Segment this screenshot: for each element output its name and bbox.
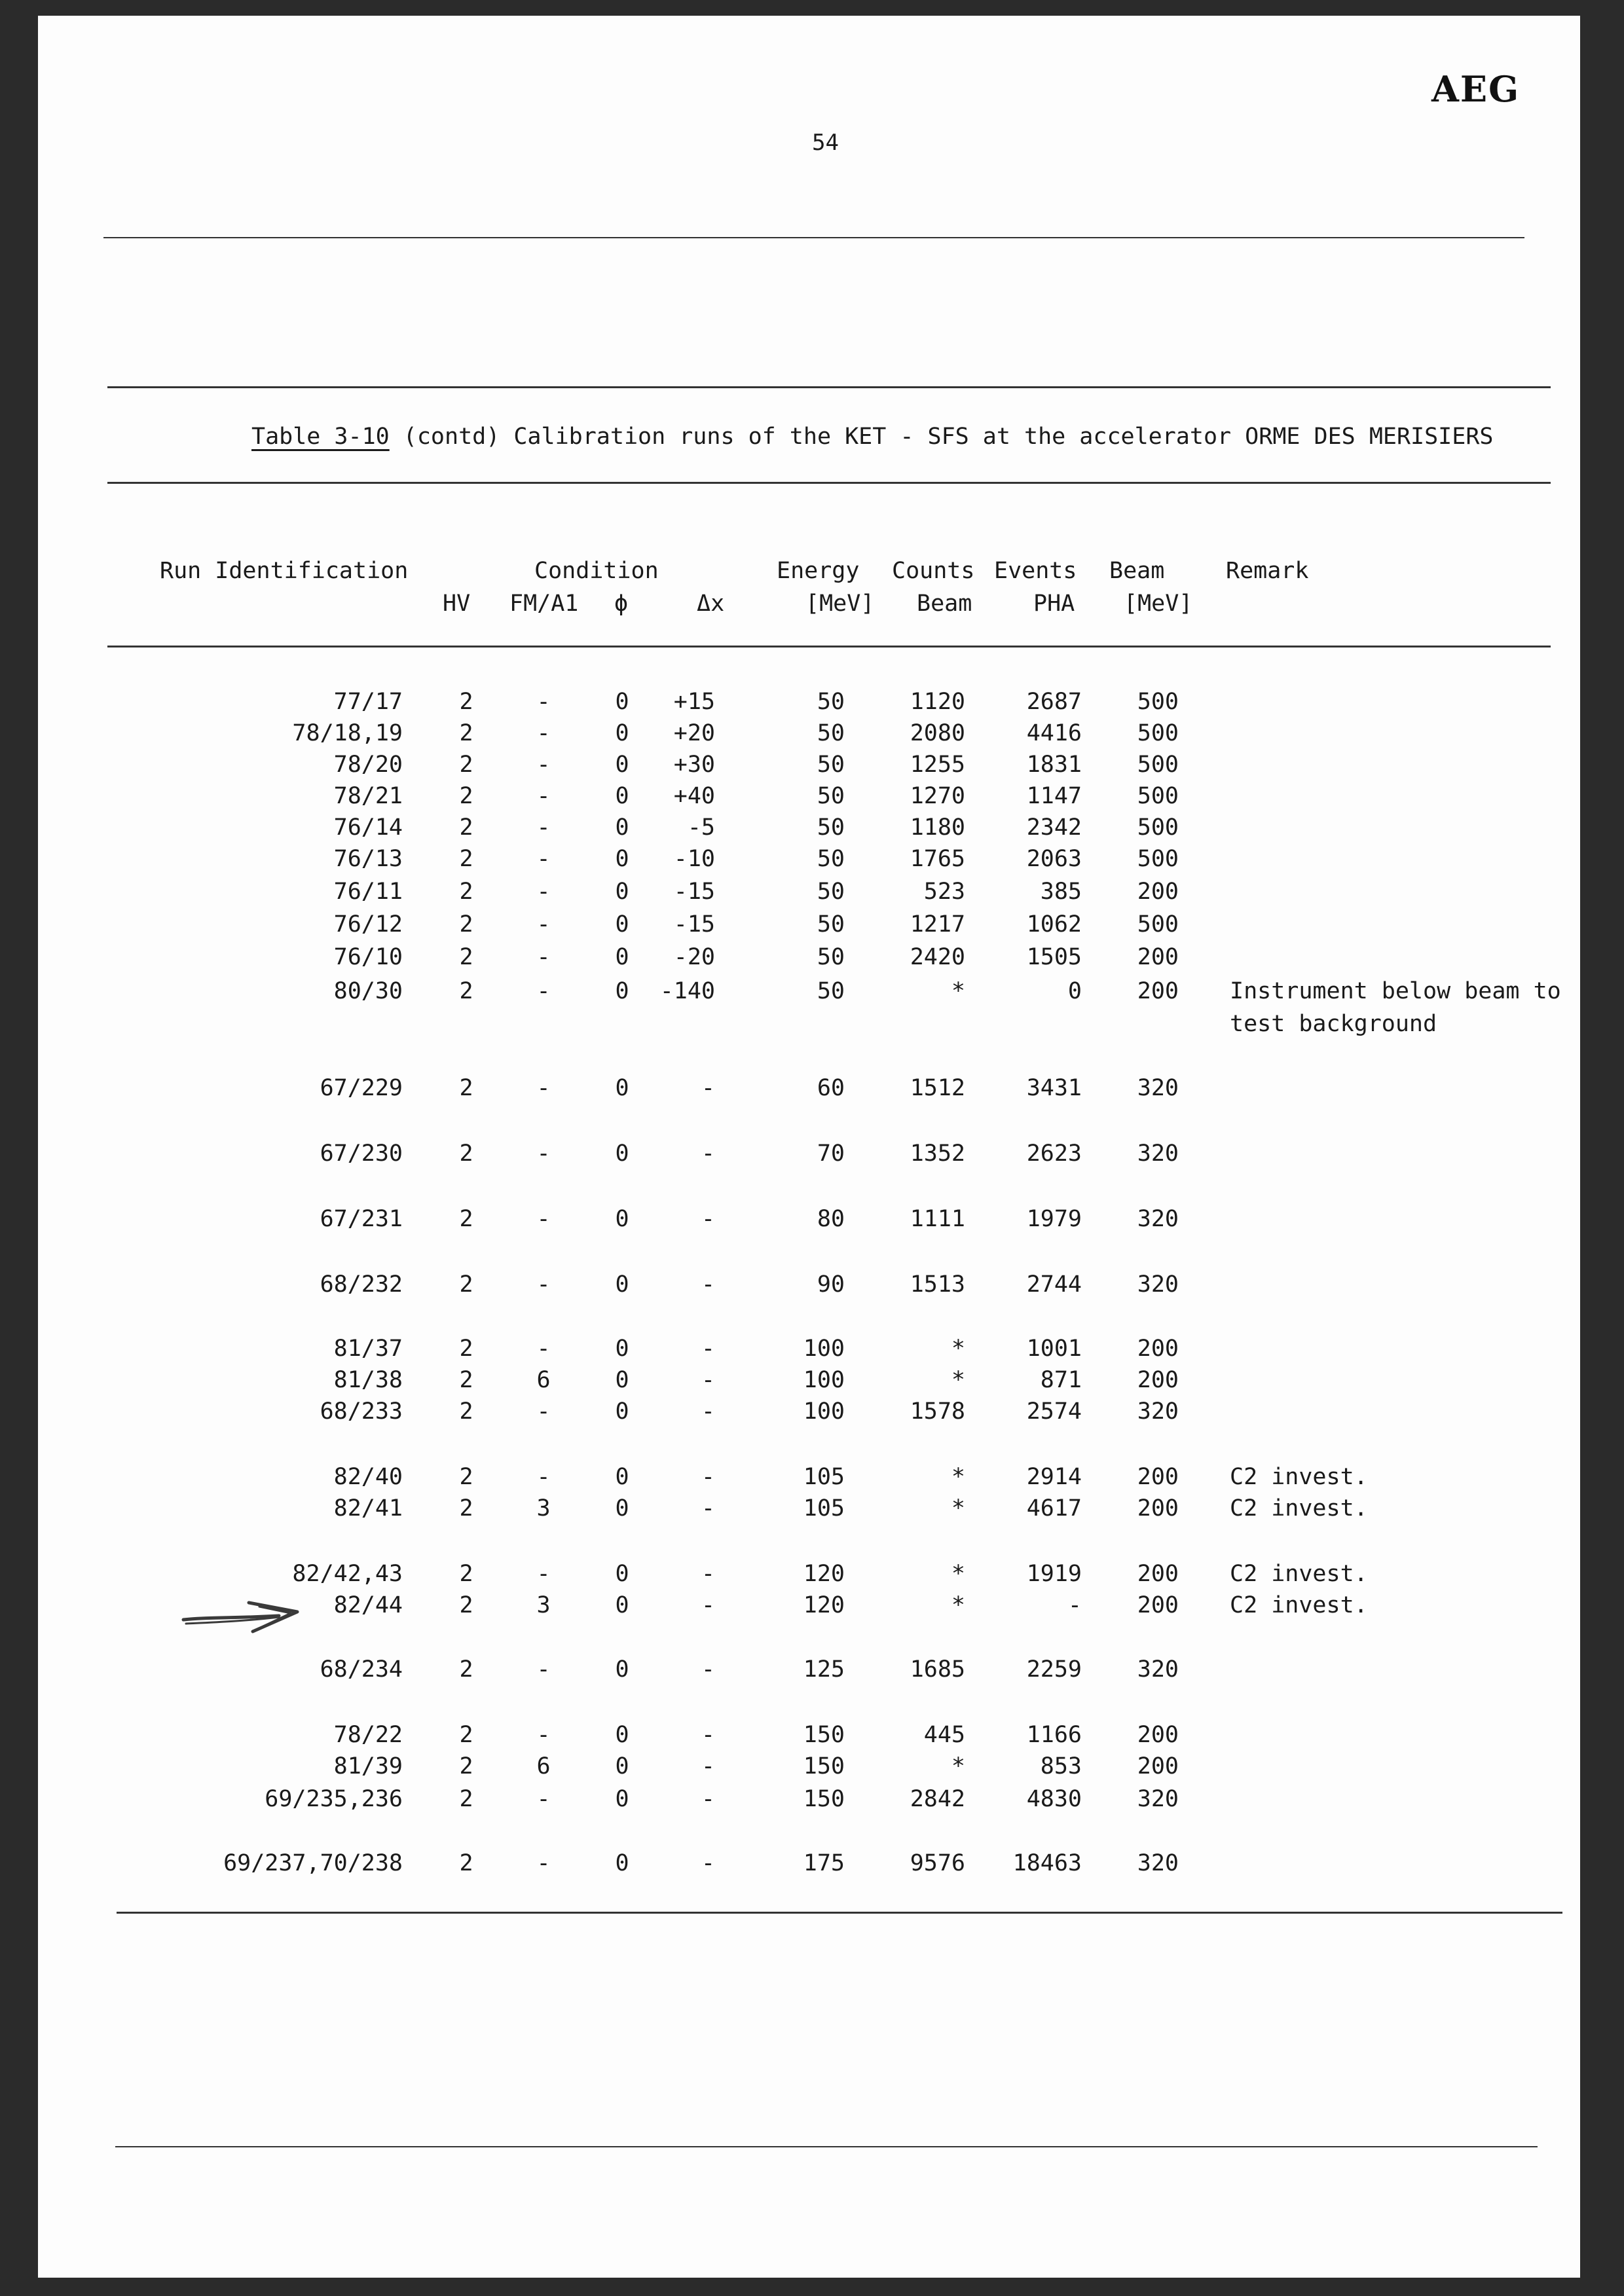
- cell-run-id: 82/44: [333, 1592, 403, 1618]
- cell-delta-x: -: [701, 1271, 715, 1298]
- table-row: [0, 1336, 1624, 1367]
- cell-run-id: 80/30: [333, 978, 403, 1004]
- cell-remark: C2 invest.: [1230, 1464, 1368, 1490]
- cell-hv: 2: [459, 783, 473, 809]
- cell-run-id: 82/41: [333, 1495, 403, 1522]
- cell-delta-x: -: [701, 1495, 715, 1522]
- cell-delta-x: -: [701, 1850, 715, 1876]
- cell-phi: 0: [615, 1075, 629, 1101]
- cell-fm-a1: -: [536, 879, 551, 905]
- cell-fm-a1: -: [536, 944, 551, 970]
- table-row: [0, 978, 1624, 1037]
- cell-counts: 1685: [910, 1656, 965, 1683]
- cell-run-id: 67/231: [320, 1206, 403, 1232]
- table-row: [0, 783, 1624, 814]
- cell-fm-a1: -: [536, 978, 551, 1004]
- cell-delta-x: -5: [687, 814, 715, 841]
- cell-counts: 523: [923, 879, 965, 905]
- cell-events: 2063: [1026, 846, 1082, 872]
- cell-energy: 50: [817, 783, 845, 809]
- table-row: [0, 1495, 1624, 1527]
- cell-hv: 2: [459, 1850, 473, 1876]
- table-row: [0, 1656, 1624, 1688]
- cell-energy: 120: [803, 1561, 845, 1587]
- cell-fm-a1: -: [536, 1271, 551, 1298]
- cell-events: 4617: [1026, 1495, 1082, 1522]
- cell-events: 2914: [1026, 1464, 1082, 1490]
- cell-events: 1505: [1026, 944, 1082, 970]
- cell-phi: 0: [615, 689, 629, 715]
- table-row: [0, 814, 1624, 846]
- cell-hv: 2: [459, 1140, 473, 1167]
- header-counts: Counts: [892, 558, 975, 584]
- cell-events: 2687: [1026, 689, 1082, 715]
- cell-counts: 1352: [910, 1140, 965, 1167]
- cell-hv: 2: [459, 1786, 473, 1812]
- cell-energy: 50: [817, 944, 845, 970]
- cell-events: 4416: [1026, 720, 1082, 746]
- cell-delta-x: -15: [673, 879, 715, 905]
- cell-energy: 50: [817, 978, 845, 1004]
- cell-counts: *: [951, 1561, 965, 1587]
- cell-counts: *: [951, 978, 965, 1004]
- cell-run-id: 67/230: [320, 1140, 403, 1167]
- header-beam: Beam: [1109, 558, 1165, 584]
- cell-delta-x: -15: [673, 911, 715, 938]
- cell-hv: 2: [459, 1561, 473, 1587]
- cell-phi: 0: [615, 1722, 629, 1748]
- cell-remark: C2 invest.: [1230, 1592, 1368, 1618]
- cell-delta-x: -10: [673, 846, 715, 872]
- cell-fm-a1: -: [536, 1140, 551, 1167]
- header-energy: Energy: [777, 558, 860, 584]
- cell-fm-a1: -: [536, 783, 551, 809]
- cell-counts: 1512: [910, 1075, 965, 1101]
- cell-counts: 1255: [910, 752, 965, 778]
- cell-counts: 1217: [910, 911, 965, 938]
- cell-phi: 0: [615, 1753, 629, 1779]
- cell-delta-x: -: [701, 1336, 715, 1362]
- page-bottom-rule: [115, 2146, 1538, 2147]
- cell-energy: 100: [803, 1398, 845, 1425]
- cell-run-id: 76/11: [333, 879, 403, 905]
- cell-run-id: 82/40: [333, 1464, 403, 1490]
- top-divider: [103, 237, 1524, 238]
- cell-fm-a1: 6: [536, 1753, 551, 1779]
- cell-energy: 50: [817, 911, 845, 938]
- table-row: [0, 1075, 1624, 1106]
- header-run-identification: Run Identification: [160, 558, 409, 584]
- table-row: [0, 846, 1624, 877]
- cell-events: 2342: [1026, 814, 1082, 841]
- cell-counts: 9576: [910, 1850, 965, 1876]
- cell-hv: 2: [459, 1722, 473, 1748]
- cell-phi: 0: [615, 1271, 629, 1298]
- table-row: [0, 1786, 1624, 1817]
- cell-events: 871: [1040, 1367, 1082, 1393]
- cell-energy: 100: [803, 1367, 845, 1393]
- cell-run-id: 78/18,19: [292, 720, 403, 746]
- table-row: [0, 944, 1624, 975]
- header-counts-sub: Beam: [917, 591, 972, 617]
- cell-hv: 2: [459, 1398, 473, 1425]
- cell-beam: 200: [1137, 1722, 1179, 1748]
- cell-fm-a1: 6: [536, 1367, 551, 1393]
- cell-phi: 0: [615, 1367, 629, 1393]
- cell-beam: 200: [1137, 1336, 1179, 1362]
- cell-phi: 0: [615, 1206, 629, 1232]
- cell-beam: 200: [1137, 978, 1179, 1004]
- cell-counts: 2080: [910, 720, 965, 746]
- cell-fm-a1: -: [536, 752, 551, 778]
- cell-phi: 0: [615, 978, 629, 1004]
- cell-delta-x: -: [701, 1398, 715, 1425]
- cell-beam: 200: [1137, 1495, 1179, 1522]
- cell-hv: 2: [459, 1495, 473, 1522]
- cell-phi: 0: [615, 752, 629, 778]
- cell-remark: C2 invest.: [1230, 1561, 1368, 1587]
- cell-hv: 2: [459, 752, 473, 778]
- cell-events: 1062: [1026, 911, 1082, 938]
- hand-drawn-arrow-icon: [181, 1597, 305, 1637]
- cell-phi: 0: [615, 1398, 629, 1425]
- cell-delta-x: -20: [673, 944, 715, 970]
- cell-delta-x: -: [701, 1786, 715, 1812]
- cell-delta-x: +15: [673, 689, 715, 715]
- cell-counts: 2842: [910, 1786, 965, 1812]
- cell-counts: *: [951, 1336, 965, 1362]
- cell-delta-x: -: [701, 1722, 715, 1748]
- table-caption-ref: Table 3-10: [251, 424, 390, 450]
- header-events-sub: PHA: [1033, 591, 1075, 617]
- cell-beam: 320: [1137, 1271, 1179, 1298]
- cell-phi: 0: [615, 1140, 629, 1167]
- cell-events: 3431: [1026, 1075, 1082, 1101]
- cell-hv: 2: [459, 978, 473, 1004]
- cell-energy: 50: [817, 752, 845, 778]
- cell-counts: 2420: [910, 944, 965, 970]
- table-caption-text: (contd) Calibration runs of the KET - SFS at the accelerator ORME DES MERISIERS: [389, 424, 1494, 450]
- header-condition: Condition: [534, 558, 659, 584]
- cell-beam: 320: [1137, 1075, 1179, 1101]
- cell-phi: 0: [615, 1495, 629, 1522]
- cell-run-id: 68/232: [320, 1271, 403, 1298]
- cell-phi: 0: [615, 846, 629, 872]
- cell-events: 1919: [1026, 1561, 1082, 1587]
- cell-delta-x: +40: [673, 783, 715, 809]
- cell-phi: 0: [615, 1464, 629, 1490]
- table-row: [0, 1753, 1624, 1785]
- cell-beam: 200: [1137, 1592, 1179, 1618]
- cell-counts: *: [951, 1753, 965, 1779]
- cell-hv: 2: [459, 911, 473, 938]
- table-row: [0, 1850, 1624, 1882]
- cell-fm-a1: -: [536, 1722, 551, 1748]
- cell-counts: 1180: [910, 814, 965, 841]
- cell-phi: 0: [615, 1850, 629, 1876]
- cell-hv: 2: [459, 689, 473, 715]
- cell-delta-x: -: [701, 1140, 715, 1167]
- cell-beam: 500: [1137, 720, 1179, 746]
- cell-fm-a1: -: [536, 814, 551, 841]
- cell-run-id: 78/22: [333, 1722, 403, 1748]
- header-rule: [107, 646, 1551, 647]
- cell-hv: 2: [459, 1336, 473, 1362]
- cell-phi: 0: [615, 720, 629, 746]
- cell-events: 1979: [1026, 1206, 1082, 1232]
- cell-delta-x: -140: [659, 978, 715, 1004]
- cell-beam: 200: [1137, 944, 1179, 970]
- table-row: [0, 1140, 1624, 1172]
- cell-counts: 445: [923, 1722, 965, 1748]
- cell-phi: 0: [615, 1561, 629, 1587]
- cell-beam: 500: [1137, 752, 1179, 778]
- table-top-rule: [107, 386, 1551, 388]
- cell-run-id: 81/38: [333, 1367, 403, 1393]
- cell-hv: 2: [459, 1753, 473, 1779]
- cell-fm-a1: -: [536, 846, 551, 872]
- cell-fm-a1: 3: [536, 1592, 551, 1618]
- cell-counts: *: [951, 1367, 965, 1393]
- cell-energy: 80: [817, 1206, 845, 1232]
- cell-phi: 0: [615, 814, 629, 841]
- cell-events: -: [1067, 1592, 1082, 1618]
- cell-beam: 500: [1137, 846, 1179, 872]
- table-row: [0, 1398, 1624, 1430]
- cell-phi: 0: [615, 1786, 629, 1812]
- table-row: [0, 720, 1624, 752]
- cell-phi: 0: [615, 879, 629, 905]
- cell-fm-a1: -: [536, 1336, 551, 1362]
- table-row: [0, 1271, 1624, 1303]
- cell-beam: 320: [1137, 1786, 1179, 1812]
- cell-phi: 0: [615, 911, 629, 938]
- cell-run-id: 69/235,236: [265, 1786, 403, 1812]
- cell-delta-x: -: [701, 1656, 715, 1683]
- cell-delta-x: -: [701, 1367, 715, 1393]
- cell-phi: 0: [615, 944, 629, 970]
- cell-hv: 2: [459, 1464, 473, 1490]
- cell-energy: 150: [803, 1786, 845, 1812]
- cell-events: 2259: [1026, 1656, 1082, 1683]
- cell-phi: 0: [615, 783, 629, 809]
- cell-events: 4830: [1026, 1786, 1082, 1812]
- header-energy-unit: [MeV]: [805, 591, 875, 617]
- cell-fm-a1: -: [536, 1075, 551, 1101]
- cell-delta-x: -: [701, 1206, 715, 1232]
- cell-remark: C2 invest.: [1230, 1495, 1368, 1522]
- caption-rule: [107, 482, 1551, 484]
- cell-delta-x: -: [701, 1561, 715, 1587]
- cell-beam: 320: [1137, 1206, 1179, 1232]
- cell-run-id: 76/12: [333, 911, 403, 938]
- cell-energy: 50: [817, 814, 845, 841]
- cell-beam: 500: [1137, 689, 1179, 715]
- cell-fm-a1: -: [536, 689, 551, 715]
- cell-events: 1147: [1026, 783, 1082, 809]
- table-row: [0, 689, 1624, 720]
- cell-delta-x: -: [701, 1592, 715, 1618]
- cell-beam: 200: [1137, 1753, 1179, 1779]
- header-hv: HV: [443, 591, 471, 617]
- cell-beam: 200: [1137, 1464, 1179, 1490]
- cell-run-id: 78/20: [333, 752, 403, 778]
- company-logo: AEG: [1431, 68, 1521, 110]
- cell-run-id: 82/42,43: [292, 1561, 403, 1587]
- cell-energy: 50: [817, 879, 845, 905]
- cell-hv: 2: [459, 846, 473, 872]
- cell-counts: 1765: [910, 846, 965, 872]
- page-number: 54: [812, 130, 839, 156]
- cell-phi: 0: [615, 1656, 629, 1683]
- cell-phi: 0: [615, 1592, 629, 1618]
- cell-hv: 2: [459, 879, 473, 905]
- cell-energy: 125: [803, 1656, 845, 1683]
- cell-run-id: 77/17: [333, 689, 403, 715]
- cell-beam: 320: [1137, 1656, 1179, 1683]
- cell-energy: 60: [817, 1075, 845, 1101]
- cell-beam: 200: [1137, 1367, 1179, 1393]
- table-bottom-rule: [117, 1912, 1562, 1914]
- cell-counts: 1270: [910, 783, 965, 809]
- cell-fm-a1: -: [536, 1206, 551, 1232]
- cell-fm-a1: -: [536, 720, 551, 746]
- cell-run-id: 69/237,70/238: [223, 1850, 403, 1876]
- cell-beam: 320: [1137, 1850, 1179, 1876]
- cell-hv: 2: [459, 1206, 473, 1232]
- cell-energy: 105: [803, 1464, 845, 1490]
- cell-hv: 2: [459, 814, 473, 841]
- cell-beam: 500: [1137, 783, 1179, 809]
- cell-hv: 2: [459, 1271, 473, 1298]
- cell-energy: 120: [803, 1592, 845, 1618]
- cell-fm-a1: -: [536, 1398, 551, 1425]
- cell-fm-a1: 3: [536, 1495, 551, 1522]
- table-row: [0, 1367, 1624, 1398]
- cell-hv: 2: [459, 1592, 473, 1618]
- cell-energy: 90: [817, 1271, 845, 1298]
- header-remark: Remark: [1226, 558, 1309, 584]
- cell-energy: 175: [803, 1850, 845, 1876]
- table-row: [0, 911, 1624, 943]
- cell-run-id: 68/233: [320, 1398, 403, 1425]
- cell-events: 2623: [1026, 1140, 1082, 1167]
- table-row: [0, 1464, 1624, 1495]
- cell-hv: 2: [459, 944, 473, 970]
- cell-beam: 200: [1137, 1561, 1179, 1587]
- cell-run-id: 67/229: [320, 1075, 403, 1101]
- table-row: [0, 1561, 1624, 1592]
- cell-counts: *: [951, 1464, 965, 1490]
- cell-hv: 2: [459, 720, 473, 746]
- cell-fm-a1: -: [536, 911, 551, 938]
- cell-delta-x: +30: [673, 752, 715, 778]
- header-events: Events: [994, 558, 1077, 584]
- cell-beam: 200: [1137, 879, 1179, 905]
- cell-remark: Instrument below beam to: [1230, 978, 1561, 1004]
- cell-hv: 2: [459, 1656, 473, 1683]
- cell-run-id: 76/10: [333, 944, 403, 970]
- cell-events: 853: [1040, 1753, 1082, 1779]
- cell-counts: 1578: [910, 1398, 965, 1425]
- cell-counts: *: [951, 1592, 965, 1618]
- cell-events: 385: [1040, 879, 1082, 905]
- cell-fm-a1: -: [536, 1656, 551, 1683]
- cell-delta-x: -: [701, 1464, 715, 1490]
- table-row: [0, 879, 1624, 910]
- cell-events: 1001: [1026, 1336, 1082, 1362]
- cell-events: 2744: [1026, 1271, 1082, 1298]
- cell-events: 2574: [1026, 1398, 1082, 1425]
- cell-events: 1831: [1026, 752, 1082, 778]
- cell-energy: 105: [803, 1495, 845, 1522]
- cell-counts: 1120: [910, 689, 965, 715]
- cell-run-id: 81/37: [333, 1336, 403, 1362]
- cell-events: 0: [1067, 978, 1082, 1004]
- cell-beam: 320: [1137, 1398, 1179, 1425]
- table-row: [0, 752, 1624, 783]
- cell-events: 1166: [1026, 1722, 1082, 1748]
- header-fm-a1: FM/A1: [509, 591, 579, 617]
- cell-beam: 500: [1137, 814, 1179, 841]
- cell-energy: 150: [803, 1753, 845, 1779]
- cell-fm-a1: -: [536, 1786, 551, 1812]
- cell-delta-x: -: [701, 1753, 715, 1779]
- cell-energy: 50: [817, 689, 845, 715]
- cell-fm-a1: -: [536, 1561, 551, 1587]
- cell-energy: 50: [817, 846, 845, 872]
- cell-fm-a1: -: [536, 1464, 551, 1490]
- cell-run-id: 78/21: [333, 783, 403, 809]
- cell-beam: 500: [1137, 911, 1179, 938]
- cell-run-id: 68/234: [320, 1656, 403, 1683]
- cell-events: 18463: [1012, 1850, 1082, 1876]
- table-row: [0, 1722, 1624, 1753]
- cell-energy: 70: [817, 1140, 845, 1167]
- cell-counts: 1513: [910, 1271, 965, 1298]
- cell-delta-x: -: [701, 1075, 715, 1101]
- table-caption: [251, 424, 1493, 450]
- cell-energy: 100: [803, 1336, 845, 1362]
- cell-energy: 50: [817, 720, 845, 746]
- cell-run-id: 76/13: [333, 846, 403, 872]
- cell-counts: 1111: [910, 1206, 965, 1232]
- cell-phi: 0: [615, 1336, 629, 1362]
- cell-run-id: 81/39: [333, 1753, 403, 1779]
- cell-counts: *: [951, 1495, 965, 1522]
- table-row: [0, 1206, 1624, 1237]
- header-beam-unit: [MeV]: [1124, 591, 1193, 617]
- cell-run-id: 76/14: [333, 814, 403, 841]
- cell-remark-continued: test background: [1230, 1011, 1437, 1037]
- cell-energy: 150: [803, 1722, 845, 1748]
- cell-beam: 320: [1137, 1140, 1179, 1167]
- cell-fm-a1: -: [536, 1850, 551, 1876]
- cell-hv: 2: [459, 1075, 473, 1101]
- cell-hv: 2: [459, 1367, 473, 1393]
- cell-delta-x: +20: [673, 720, 715, 746]
- header-phi: ϕ: [614, 591, 629, 617]
- header-delta-x: Δx: [697, 591, 725, 617]
